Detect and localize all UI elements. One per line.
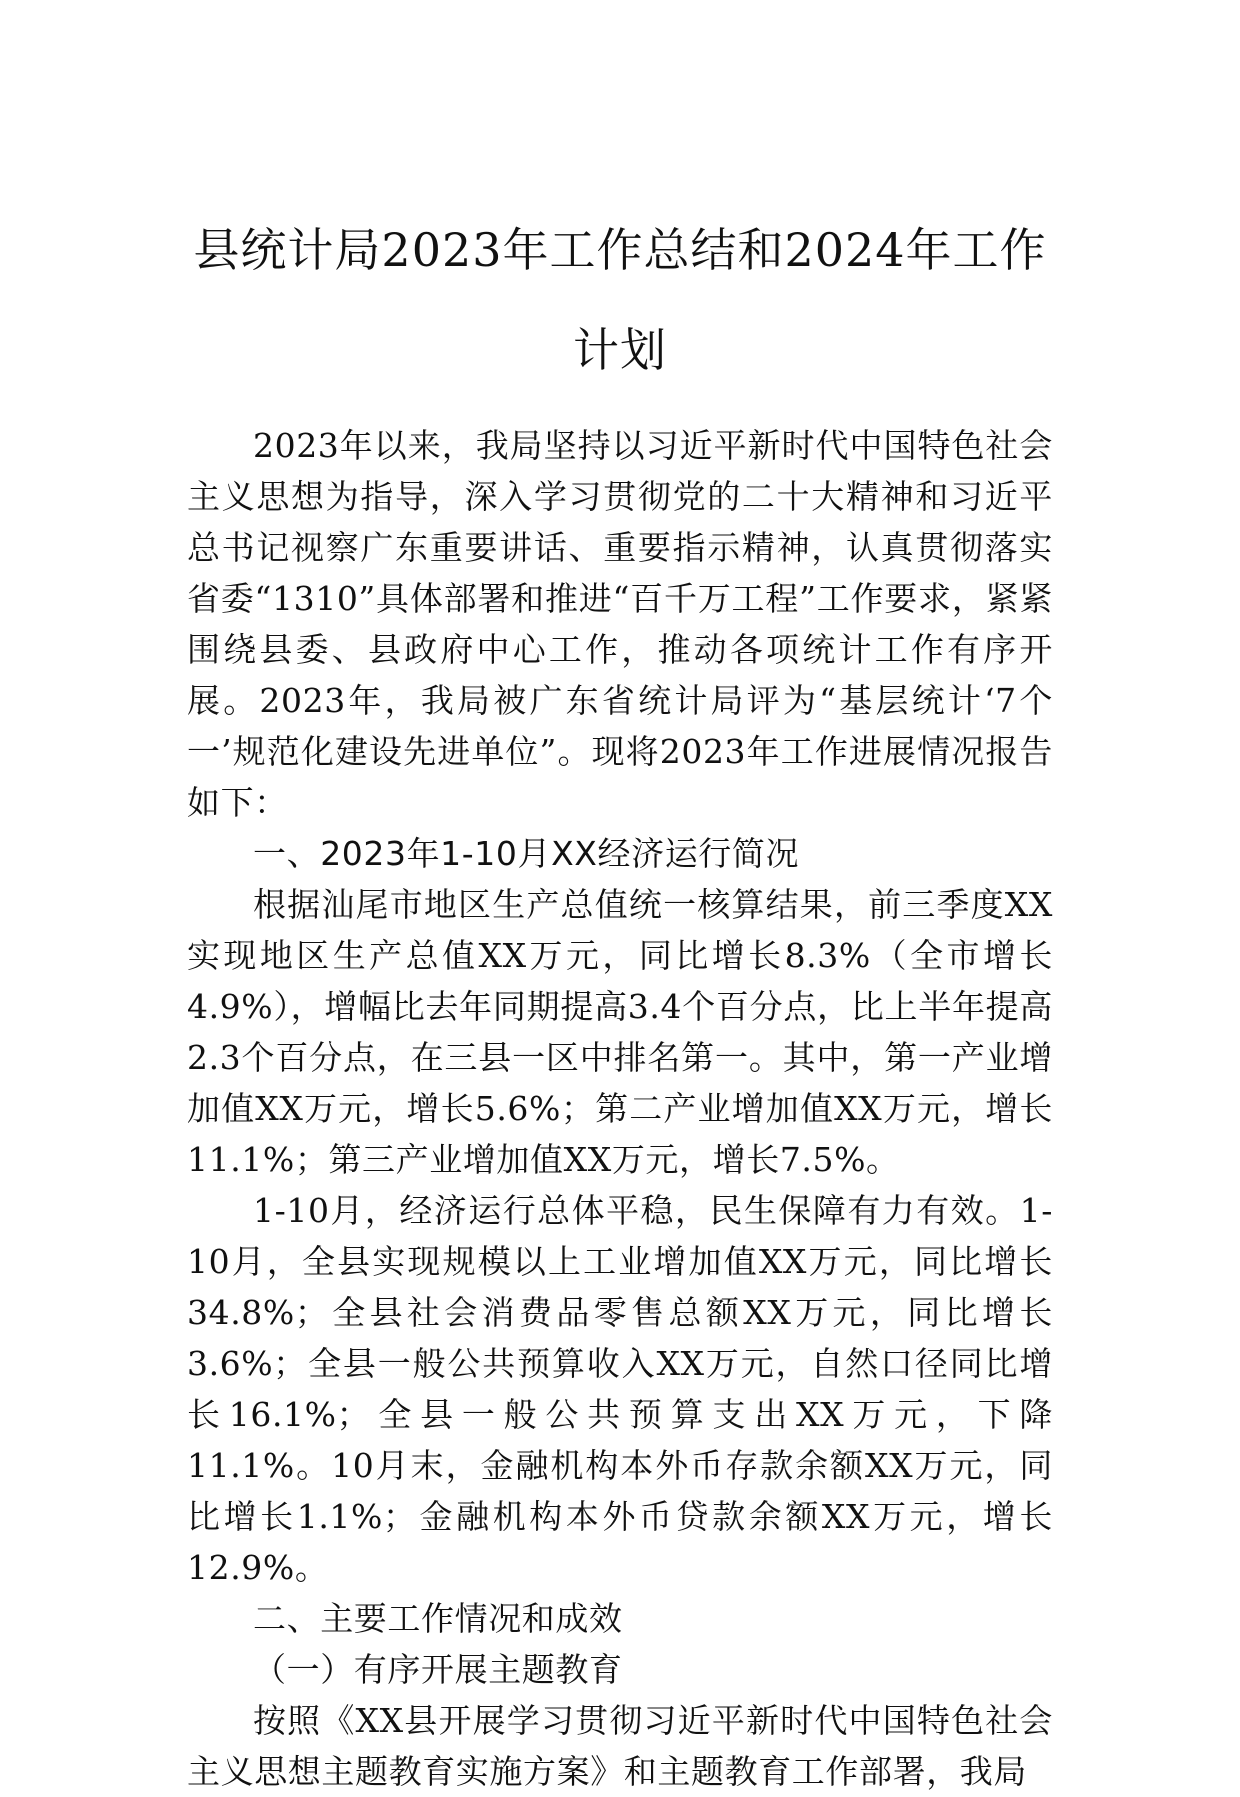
gdp-paragraph: 根据汕尾市地区生产总值统一核算结果，前三季度XX实现地区生产总值XX万元，同比增长8.3%（全市增长4.9%），增幅比去年同期提高3.4个百分点，比上半年提高2.3个百分点，在三县一区中排名第一。其中，第一产业增加值XX万元，增长5.6%；第二产业增加值XX万元，增长11.1%；第三产业增加值XX万元，增长7.5%。 (187, 885, 1053, 1179)
section-heading-main-work: 二、主要工作情况和成效 (253, 1599, 623, 1638)
document-body (187, 420, 1053, 1797)
subsection-heading-theme-education: （一）有序开展主题教育 (253, 1650, 623, 1689)
intro-paragraph: 2023年以来，我局坚持以习近平新时代中国特色社会主义思想为指导，深入学习贯彻党的二十大精神和习近平总书记视察广东重要讲话、重要指示精神，认真贯彻落实省委“1310”具体部署和推进“百千万工程”工作要求，紧紧围绕县委、县政府中心工作，推动各项统计工作有序开展。2023年，我局被广东省统计局评为“基层统计‘7个一’规范化建设先进单位”。现将2023年工作进展情况报告如下： (187, 426, 1053, 822)
theme-education-paragraph: 按照《XX县开展学习贯彻习近平新时代中国特色社会主义思想主题教育实施方案》和主题教育工作部署，我局 (187, 1701, 1053, 1791)
section-heading-economy: 一、2023年1-10月XX经济运行简况 (253, 834, 800, 873)
economy-jan-oct-paragraph: 1-10月，经济运行总体平稳，民生保障有力有效。1-10月，全县实现规模以上工业增加值XX万元，同比增长34.8%；全县社会消费品零售总额XX万元，同比增长3.6%；全县一般公共预算收入XX万元，自然口径同比增长16.1%；全县一般公共预算支出XX万元，下降11.1%。10月末，金融机构本外币存款余额XX万元，同比增长1.1%；金融机构本外币贷款余额XX万元，增长12.9%。 (187, 1191, 1053, 1587)
document-title: 县统计局2023年工作总结和2024年工作计划 (193, 223, 1047, 377)
